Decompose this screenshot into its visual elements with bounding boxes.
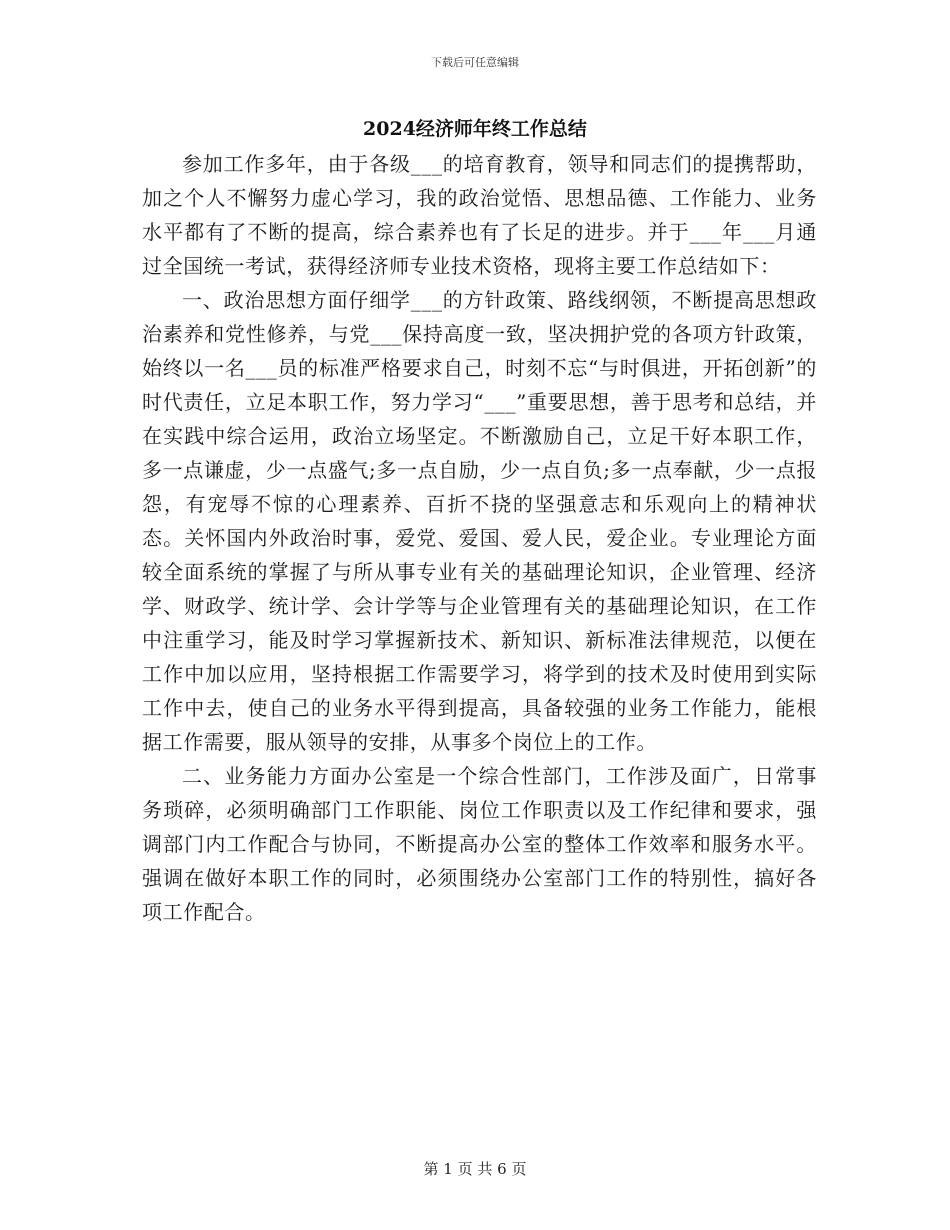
paragraph-business-ability: 二、业务能力方面办公室是一个综合性部门，工作涉及面广，日常事务琐碎，必须明确部门工作职能、岗位工作职责以及工作纪律和要求，强调部门内工作配合与协同，不断提高办公室的整体工作效率和服务水平。强调在做好本职工作的同时，必须围绕办公室部门工作的特别性，搞好各项工作配合。	[142, 764, 817, 924]
paragraph-intro: 参加工作多年，由于各级___的培育教育，领导和同志们的提携帮助，加之个人不懈努力虚心学习，我的政治觉悟、思想品德、工作能力、业务水平都有了不断的提高，综合素养也有了长足的进步。并于___年___月通过全国统一考试，获得经济师专业技术资格，现将主要工作总结如下：	[142, 152, 817, 278]
document-title: 2024经济师年终工作总结	[363, 118, 587, 140]
page-number: 第 1 页 共 6 页	[423, 1160, 527, 1178]
paragraph-political-thought: 一、政治思想方面仔细学___的方针政策、路线纲领，不断提高思想政治素养和党性修养，与党___保持高度一致，坚决拥护党的各项方针政策，始终以一名___员的标准严格要求自己，时刻不忘“与时俱进，开拓创新”的时代责任，立足本职工作，努力学习“___”重要思想，善于思考和总结，并在实践中综合运用，政治立场坚定。不断激励自己，立足干好本职工作，多一点谦虚，少一点盛气;多一点自励，少一点自负;多一点奉献，少一点报怨，有宠辱不惊的心理素养、百折不挠的坚强意志和乐观向上的精神状态。关怀国内外政治时事，爱党、爱国、爱人民，爱企业。专业理论方面较全面系统的掌握了与所从事专业有关的基础理论知识，企业管理、经济学、财政学、统计学、会计学等与企业管理有关的基础理论知识，在工作中注重学习，能及时学习掌握新技术、新知识、新标准法律规范，以便在工作中加以应用，坚持根据工作需要学习，将学到的技术及时使用到实际工作中去，使自己的业务水平得到提高，具备较强的业务工作能力，能根据工作需要，服从领导的安排，从事多个岗位上的工作。	[142, 288, 817, 754]
document-body	[142, 147, 817, 929]
page-header-note: 下载后可任意编辑	[431, 56, 519, 69]
